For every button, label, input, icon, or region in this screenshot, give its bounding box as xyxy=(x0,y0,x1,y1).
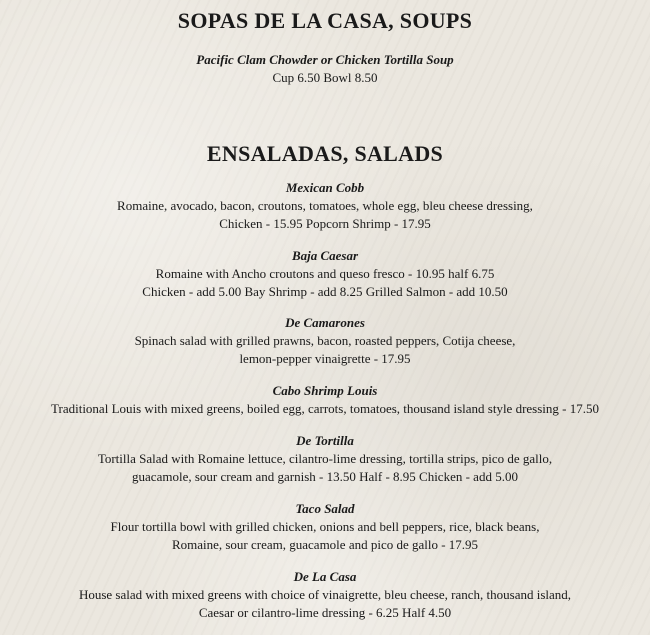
salad-item-description: House salad with mixed greens with choice of vinaigrette, bleu cheese, ranch, thousand island, xyxy=(78,587,572,602)
salad-item-name: Mexican Cobb xyxy=(285,180,365,195)
salad-item-price-line: guacamole, sour cream and garnish - 13.50 Half - 8.95 Chicken - add 5.00 xyxy=(132,469,518,484)
salad-item-name: Taco Salad xyxy=(295,501,355,516)
salad-item-price-line: Caesar or cilantro-lime dressing - 6.25 Half 4.50 xyxy=(198,605,452,620)
salad-item-name: De Tortilla xyxy=(296,433,354,448)
soup-item-name: Pacific Clam Chowder or Chicken Tortilla Soup xyxy=(196,52,454,67)
salad-item-mexican-cobb xyxy=(0,179,650,233)
soup-item xyxy=(0,51,650,87)
salad-item-name: De La Casa xyxy=(293,569,357,584)
salad-item-de-la-casa xyxy=(0,568,650,622)
soups-section-title: SOPAS DE LA CASA, SOUPS xyxy=(177,8,473,33)
salad-item-description: Spinach salad with grilled prawns, bacon, roasted peppers, Cotija cheese, xyxy=(134,333,516,348)
salad-item-price-line: Romaine, sour cream, guacamole and pico de gallo - 17.95 xyxy=(171,537,479,552)
salad-item-price-line: Chicken - add 5.00 Bay Shrimp - add 8.25 Grilled Salmon - add 10.50 xyxy=(142,284,508,299)
salad-item-name: Cabo Shrimp Louis xyxy=(272,383,378,398)
salads-section-title: ENSALADAS, SALADS xyxy=(206,141,444,166)
salad-item-description: Traditional Louis with mixed greens, boiled egg, carrots, tomatoes, thousand island style dressing - 17.50 xyxy=(51,401,599,416)
soup-price-line: Cup 6.50 Bowl 8.50 xyxy=(272,70,378,85)
salad-item-taco-salad xyxy=(0,500,650,554)
salad-item-description: Romaine, avocado, bacon, croutons, tomatoes, whole egg, bleu cheese dressing, xyxy=(117,198,533,213)
salad-item-description: Tortilla Salad with Romaine lettuce, cilantro-lime dressing, tortilla strips, pico de gallo, xyxy=(97,451,553,466)
salad-item-de-camarones xyxy=(0,314,650,368)
salad-item-cabo-shrimp-louis xyxy=(0,382,650,418)
salad-item-de-tortilla xyxy=(0,432,650,486)
salad-item-baja-caesar xyxy=(0,247,650,301)
salad-item-price-line: lemon-pepper vinaigrette - 17.95 xyxy=(239,351,411,366)
salad-item-name: De Camarones xyxy=(285,315,365,330)
salad-item-price-line: Chicken - 15.95 Popcorn Shrimp - 17.95 xyxy=(219,216,431,231)
salad-item-description: Romaine with Ancho croutons and queso fresco - 10.95 half 6.75 xyxy=(155,266,495,281)
salad-item-name: Baja Caesar xyxy=(291,248,359,263)
salad-item-description: Flour tortilla bowl with grilled chicken, onions and bell peppers, rice, black beans, xyxy=(110,519,540,534)
